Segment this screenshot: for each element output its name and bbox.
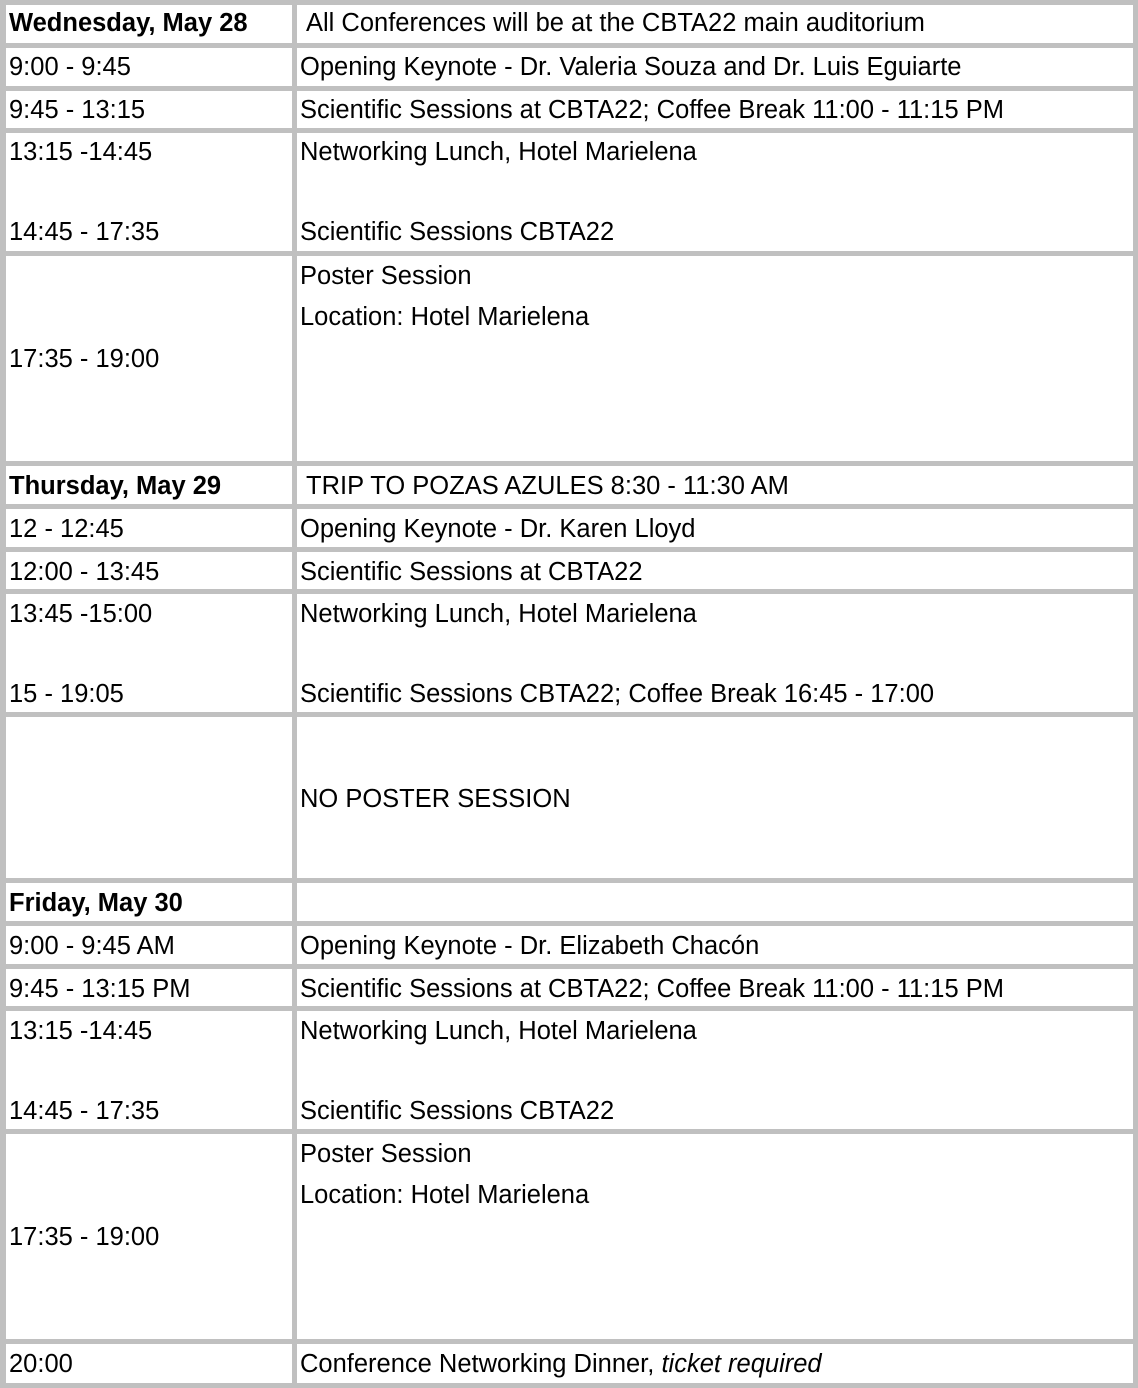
- time-slot: 20:00: [9, 1350, 73, 1378]
- day-note: TRIP TO POZAS AZULES 8:30 - 11:30 AM: [306, 472, 789, 500]
- time-slot: 14:45 - 17:35: [9, 1097, 160, 1125]
- event-cell: [297, 48, 1133, 86]
- time-slot: 12:00 - 13:45: [9, 558, 160, 586]
- time-slot: 17:35 - 19:00: [9, 1223, 160, 1251]
- event-cell: [297, 133, 1133, 251]
- time-cell: [6, 717, 292, 878]
- time-cell: [6, 1344, 292, 1383]
- day-note: All Conferences will be at the CBTA22 main auditorium: [306, 9, 925, 37]
- event-text: NO POSTER SESSION: [300, 785, 571, 813]
- time-cell: [6, 926, 292, 964]
- event-cell: [297, 552, 1133, 589]
- event-text: Networking Lunch, Hotel Marielena: [300, 600, 697, 628]
- time-slot: 9:45 - 13:15: [9, 96, 146, 124]
- time-slot: 9:00 - 9:45: [9, 53, 131, 81]
- time-cell: [6, 1134, 292, 1339]
- time-slot: 14:45 - 17:35: [9, 218, 160, 246]
- time-slot: 13:45 -15:00: [9, 600, 153, 628]
- time-slot: 17:35 - 19:00: [9, 345, 160, 373]
- time-cell: [6, 594, 292, 712]
- event-cell: [297, 969, 1133, 1006]
- location-text: Location: Hotel Marielena: [300, 1181, 590, 1209]
- event-cell: [297, 91, 1133, 128]
- event-text: Networking Lunch, Hotel Marielena: [300, 138, 697, 166]
- day-header-cell: [6, 883, 292, 921]
- time-slot: 9:45 - 13:15 PM: [9, 975, 191, 1003]
- day-note-cell: [297, 5, 1133, 43]
- day-header: Friday, May 30: [9, 889, 183, 917]
- event-cell: [297, 1134, 1133, 1339]
- event-text: Networking Lunch, Hotel Marielena: [300, 1017, 697, 1045]
- time-cell: [6, 969, 292, 1006]
- day-note-cell: [297, 466, 1133, 504]
- time-slot: 9:00 - 9:45 AM: [9, 932, 175, 960]
- time-cell: [6, 133, 292, 251]
- day-header: Thursday, May 29: [9, 472, 222, 500]
- event-cell: [297, 1344, 1133, 1383]
- event-text: Scientific Sessions CBTA22: [300, 1097, 615, 1125]
- event-cell: [297, 509, 1133, 547]
- day-header: Wednesday, May 28: [9, 9, 248, 37]
- event-text: Opening Keynote - Dr. Valeria Souza and Dr. Luis Eguiarte: [300, 53, 962, 81]
- event-cell: [297, 926, 1133, 964]
- time-cell: [6, 48, 292, 86]
- time-cell: [6, 552, 292, 589]
- day-note-cell: [297, 883, 1133, 921]
- event-text: [300, 1352, 822, 1378]
- time-slot: 13:15 -14:45: [9, 1017, 153, 1045]
- event-text: Scientific Sessions at CBTA22; Coffee Break 11:00 - 11:15 PM: [300, 975, 1004, 1003]
- event-text: Scientific Sessions at CBTA22: [300, 558, 643, 586]
- event-text: Poster Session: [300, 262, 472, 290]
- location-text: Location: Hotel Marielena: [300, 303, 590, 331]
- dinner-event: Conference Networking Dinner,: [300, 1350, 662, 1378]
- time-slot: 15 - 19:05: [9, 680, 124, 708]
- event-text: Opening Keynote - Dr. Elizabeth Chacón: [300, 932, 760, 960]
- day-header-cell: [6, 5, 292, 43]
- event-text: Scientific Sessions CBTA22; Coffee Break 16:45 - 17:00: [300, 680, 935, 708]
- time-cell: [6, 91, 292, 128]
- event-text: Poster Session: [300, 1140, 472, 1168]
- event-cell: [297, 1011, 1133, 1129]
- event-text: Opening Keynote - Dr. Karen Lloyd: [300, 515, 696, 543]
- time-slot: 13:15 -14:45: [9, 138, 153, 166]
- time-cell: [6, 509, 292, 547]
- time-slot: 12 - 12:45: [9, 515, 124, 543]
- event-cell: [297, 717, 1133, 878]
- event-cell: [297, 256, 1133, 461]
- event-text: Scientific Sessions CBTA22: [300, 218, 615, 246]
- ticket-note: ticket required: [661, 1350, 822, 1378]
- time-cell: [6, 256, 292, 461]
- time-cell: [6, 1011, 292, 1129]
- event-cell: [297, 594, 1133, 712]
- event-text: Scientific Sessions at CBTA22; Coffee Break 11:00 - 11:15 PM: [300, 96, 1004, 124]
- day-header-cell: [6, 466, 292, 504]
